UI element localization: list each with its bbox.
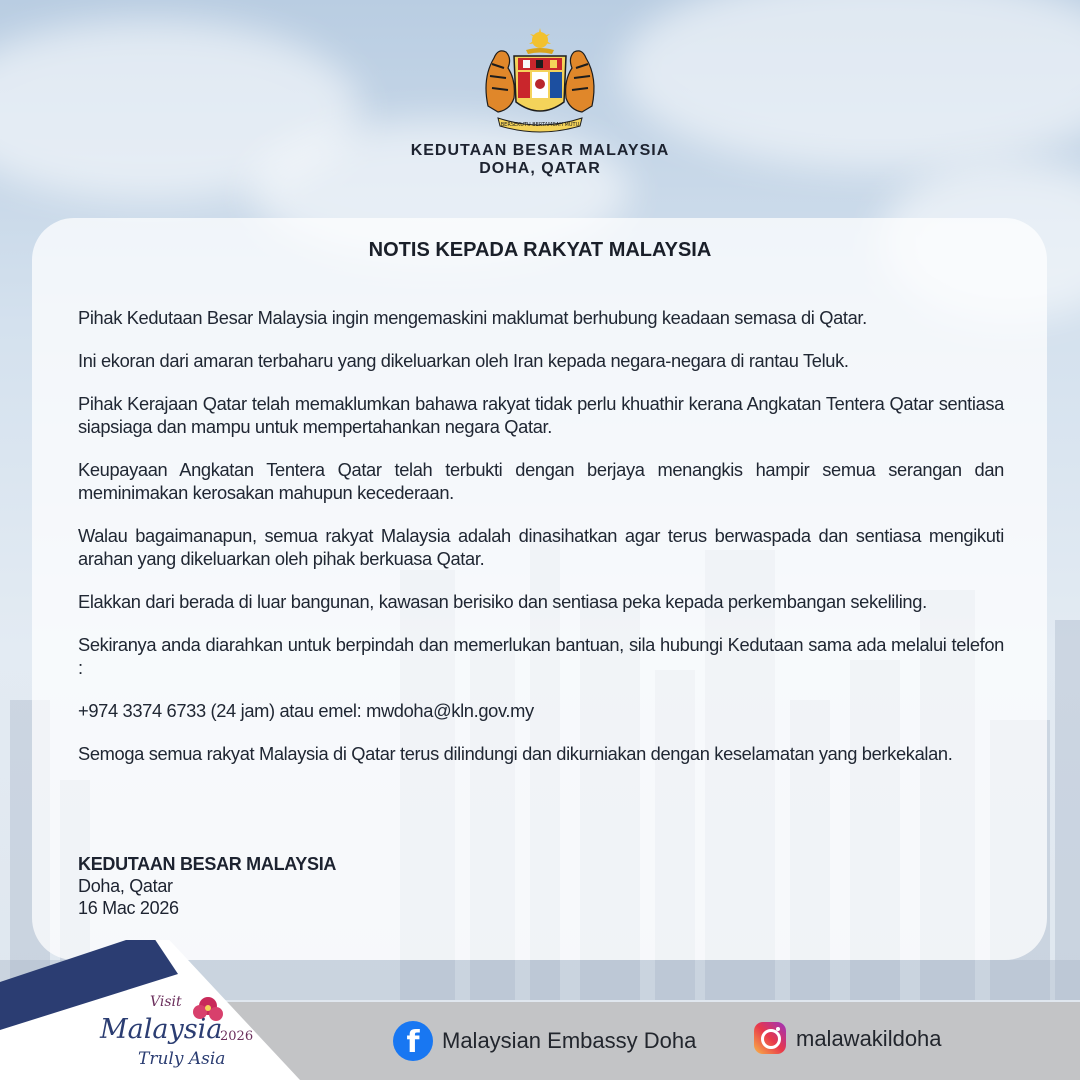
paragraph-7: Sekiranya anda diarahkan untuk berpindah dan memerlukan bantuan, sila hubungi Kedutaan sama ada melalui telefon : — [78, 634, 1004, 678]
paragraph-5: Walau bagaimanapun, semua rakyat Malaysia adalah dinasihatkan agar terus berwaspada dan sentiasa mengikuti arahan yang dikeluarkan oleh pihak berkuasa Qatar. — [78, 525, 1004, 569]
paragraph-closing: Semoga semua rakyat Malaysia di Qatar terus dilindungi dan dikurniakan dengan keselamatan yang berkekalan. — [78, 743, 953, 764]
notice-body — [78, 300, 1004, 765]
truly-asia-word: Truly Asia — [138, 1049, 226, 1069]
svg-text:BERSEKUTU BERTAMBAH MUTU: BERSEKUTU BERTAMBAH MUTU — [500, 122, 580, 128]
paragraph-3: Pihak Kerajaan Qatar telah memaklumkan bahawa rakyat tidak perlu khuathir kerana Angkatan Tentera Qatar sentiasa siapsiaga dan mampu untuk mempertahankan negara Qatar. — [78, 393, 1004, 437]
signature-block — [78, 853, 336, 919]
malaysia-word: Malaysia — [100, 1014, 223, 1045]
paragraph-6: Elakkan dari berada di luar bangunan, kawasan berisiko dan sentiasa peka kepada perkembangan sekeliling. — [78, 591, 927, 612]
signature-date: 16 Mac 2026 — [78, 898, 179, 918]
visit-malaysia-logo — [0, 940, 300, 1080]
paragraph-4: Keupayaan Angkatan Tentera Qatar telah terbukti dengan berjaya menangkis hampir semua serangan dan meminimakan kerosakan mahupun kecederaan. — [78, 459, 1004, 503]
embassy-name: KEDUTAAN BESAR MALAYSIA — [410, 142, 670, 159]
paragraph-1: Pihak Kedutaan Besar Malaysia ingin mengemaskini maklumat berhubung keadaan semasa di Qatar. — [78, 307, 867, 328]
contact-line[interactable]: +974 3374 6733 (24 jam) atau emel: mwdoha@kln.gov.my — [78, 700, 534, 721]
coat-of-arms-icon — [468, 28, 612, 136]
signature-place: Doha, Qatar — [78, 876, 173, 896]
instagram-label[interactable]: malawakildoha — [796, 1026, 942, 1051]
visit-word: Visit — [150, 994, 182, 1010]
year-word: 2026 — [220, 1029, 254, 1044]
facebook-icon[interactable]: f — [393, 1021, 433, 1061]
instagram-icon[interactable] — [754, 1022, 786, 1054]
signature-org: KEDUTAAN BESAR MALAYSIA — [78, 854, 337, 874]
paragraph-2: Ini ekoran dari amaran terbaharu yang dikeluarkan oleh Iran kepada negara-negara di rantau Teluk. — [78, 350, 849, 371]
embassy-location: DOHA, QATAR — [479, 160, 601, 177]
facebook-label[interactable]: Malaysian Embassy Doha — [442, 1028, 697, 1053]
notice-title: NOTIS KEPADA RAKYAT MALAYSIA — [368, 239, 712, 261]
